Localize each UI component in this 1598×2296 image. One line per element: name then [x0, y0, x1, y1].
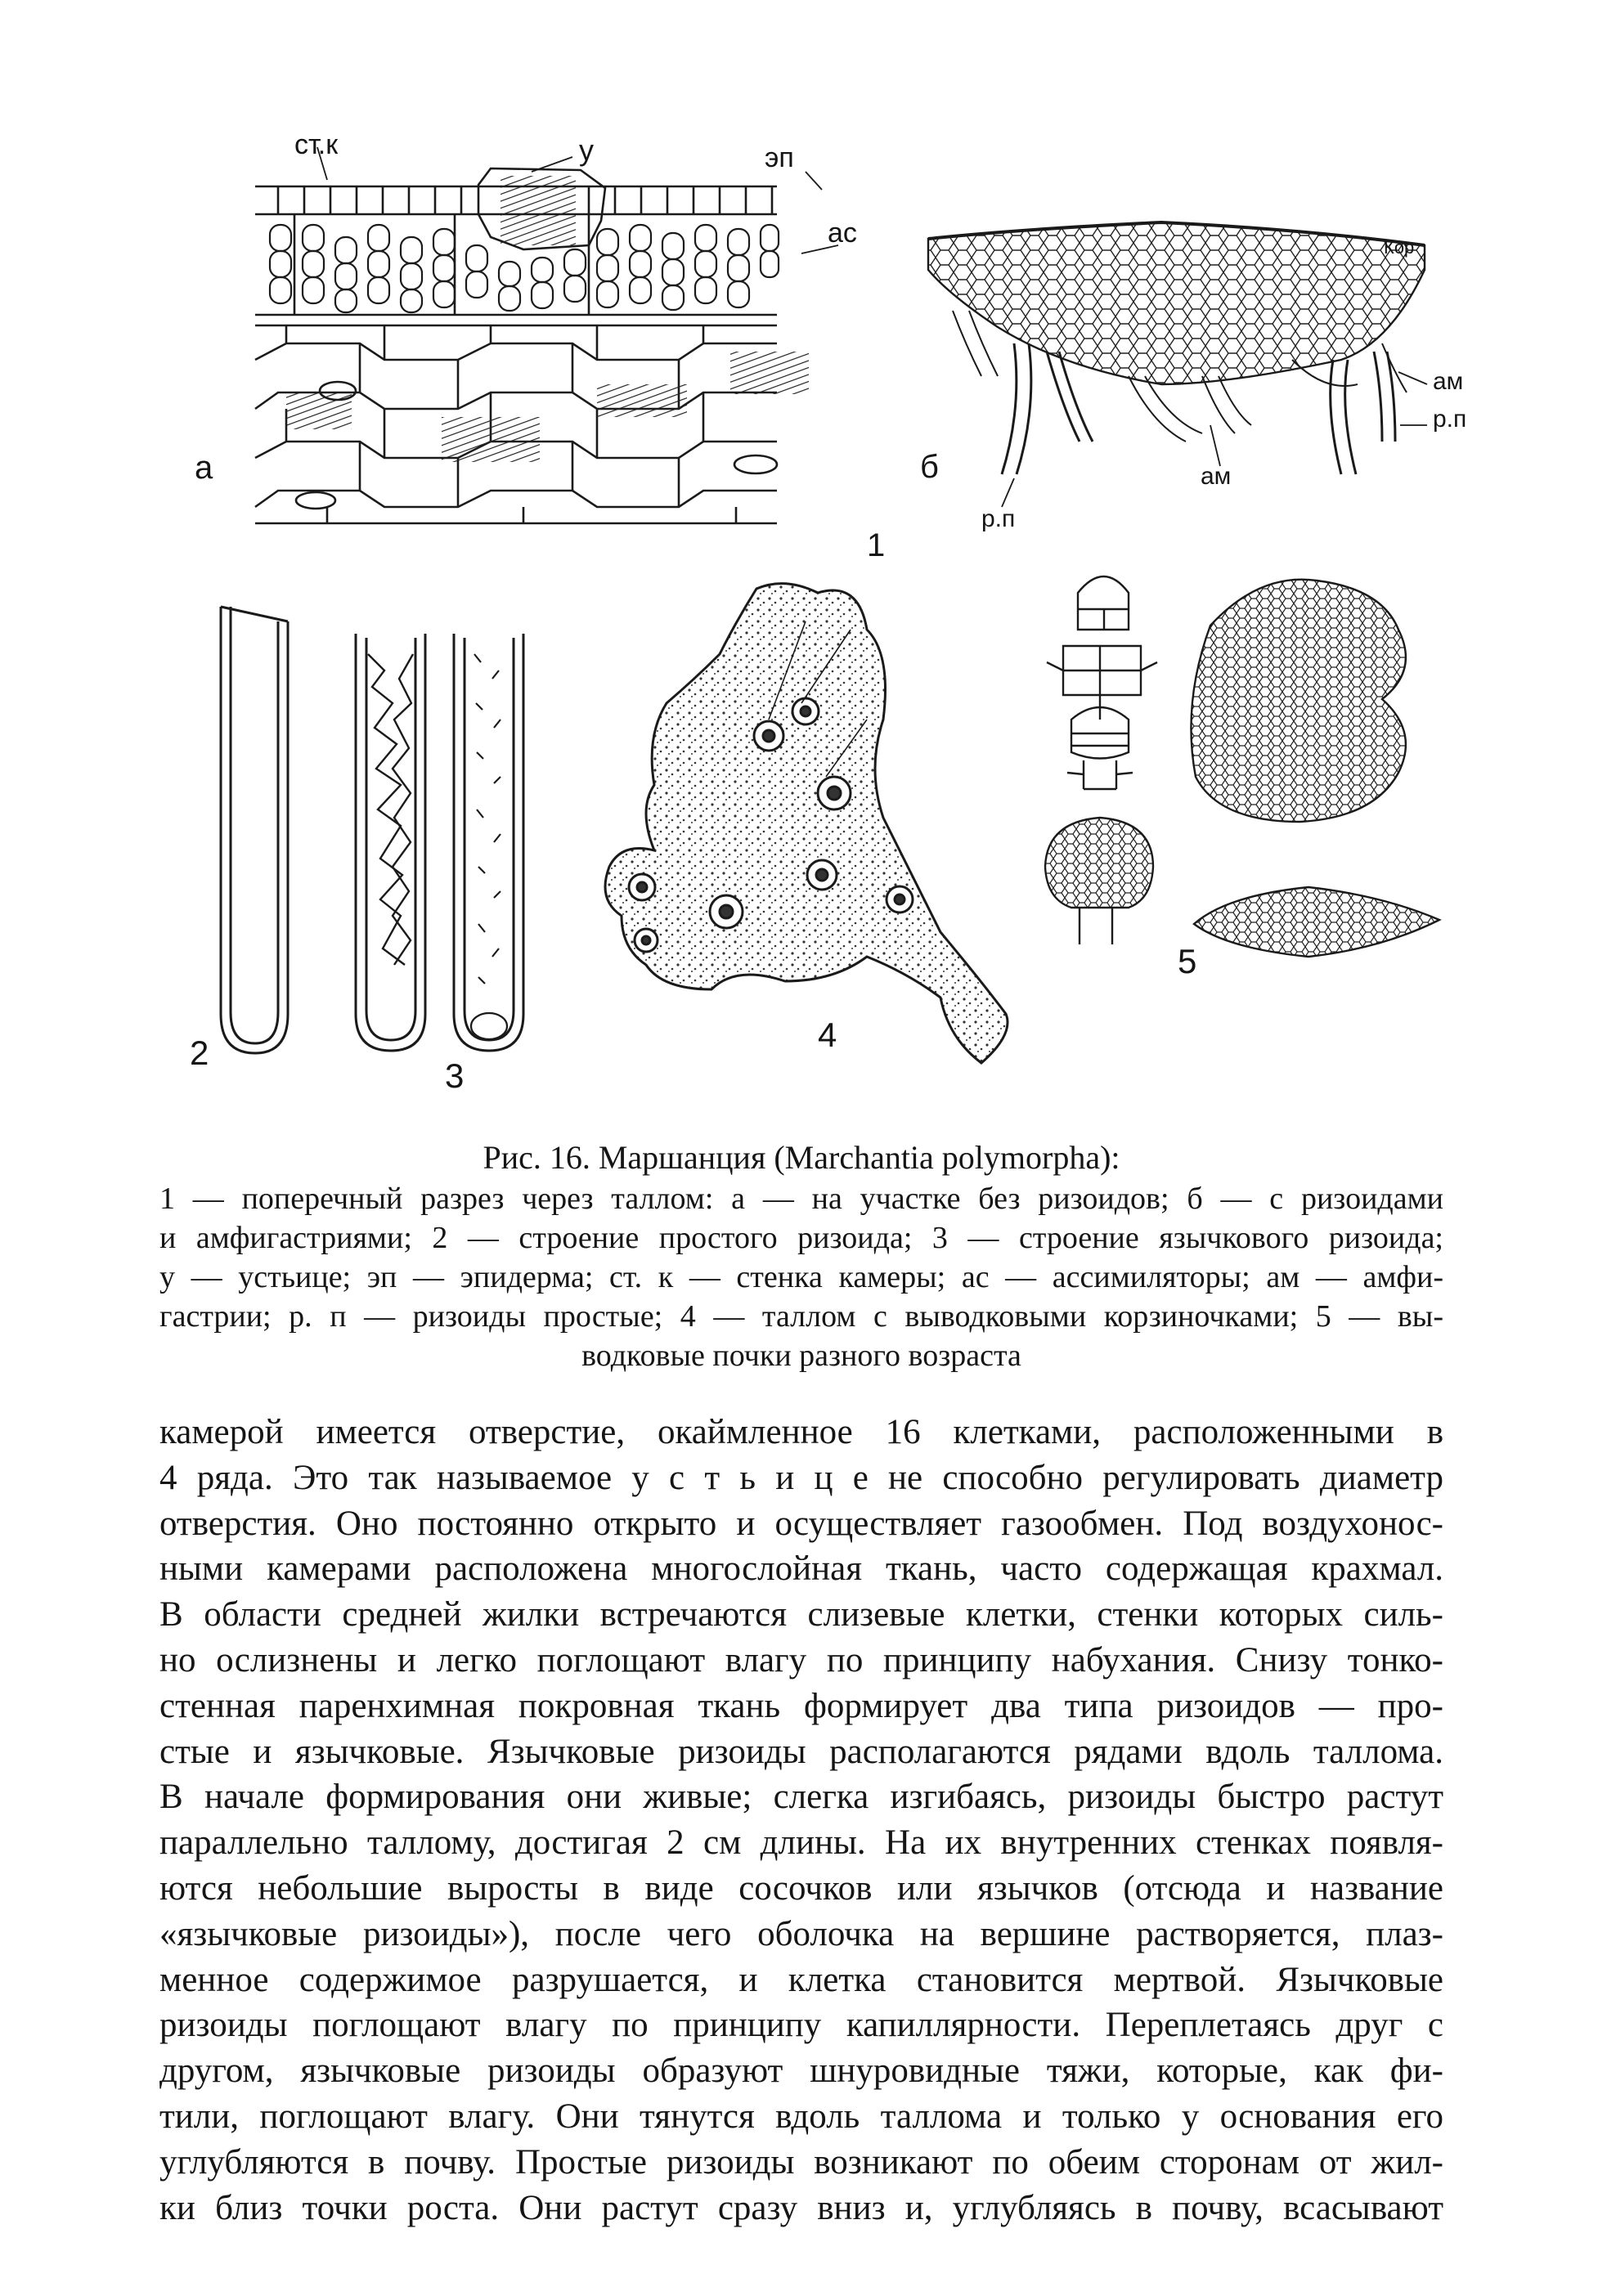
- body-line: параллельно таллому, достигая 2 см длины. На их внутренних стенках появля-: [159, 1823, 1443, 1863]
- stoma: [478, 168, 605, 249]
- label-b: б: [920, 449, 939, 485]
- body-line: тили, поглощают влагу. Они тянутся вдоль таллома и только у основания его: [159, 2096, 1443, 2136]
- caption-line: у — устьице; эп — эпидерма; ст. к — стенка камеры; ас — ассимиляторы; ам — амфи-: [159, 1260, 1443, 1294]
- body-line: углубляются в почву. Простые ризоиды возникают по обеим сторонам от жил-: [159, 2142, 1443, 2182]
- label-kor: Кор: [1384, 237, 1415, 258]
- figure-number-5: 5: [1178, 942, 1197, 980]
- label-a: а: [195, 450, 213, 486]
- label-ep: эп: [765, 142, 794, 173]
- label-am-bottom: ам: [1201, 463, 1232, 490]
- caption-line: водковые почки разного возраста: [581, 1339, 1021, 1373]
- caption-line: 1 — поперечный разрез через таллом: а — на участке без ризоидов; б — с ризоидами: [159, 1182, 1443, 1216]
- figure-number-1: 1: [867, 527, 886, 563]
- label-u: у: [579, 133, 594, 167]
- body-line: но ослизнены и легко поглощают влагу по принципу набухания. Снизу тонко-: [159, 1640, 1443, 1679]
- panel-3-ligulate-rhizoids: [356, 634, 523, 1051]
- body-line: В начале формирования они живые; слегка изгибаясь, ризоиды быстро растут: [159, 1778, 1443, 1817]
- figure-caption: [159, 1138, 1443, 1375]
- figure-number-3: 3: [445, 1056, 465, 1095]
- body-line: другом, язычковые ризоиды образуют шнуровидные тяжи, которые, как фи-: [159, 2052, 1443, 2091]
- gemma-mature: [1191, 580, 1405, 822]
- body-line: 4 ряда. Это так называемое у с т ь и ц е не способно регулировать диаметр: [159, 1458, 1443, 1497]
- panel-4-thallus: [605, 584, 1008, 1063]
- figure-marchantia: [0, 0, 1598, 1120]
- body-line: отверстия. Оно постоянно открыто и осуществляет газообмен. Под воздухонос-: [159, 1504, 1443, 1543]
- body-line: ными камерами расположена многослойная ткань, часто содержащая крахмал.: [159, 1549, 1443, 1589]
- label-as: ас: [828, 217, 857, 249]
- label-rp-left: р.п: [981, 505, 1016, 532]
- body-line: ются небольшие выросты в виде сосочков или язычков (отсюда и название: [159, 1868, 1443, 1908]
- label-am-right: ам: [1433, 368, 1464, 395]
- body-line: «язычковые ризоиды»), после чего оболочка на вершине растворяется, плаз-: [159, 1914, 1443, 1953]
- body-line: стые и язычковые. Язычковые ризоиды располагаются рядами вдоль таллома.: [159, 1732, 1443, 1771]
- body-line: ки близ точки роста. Они растут сразу вниз и, углубляясь в почву, всасывают: [159, 2188, 1443, 2227]
- panel-2-simple-rhizoid: [221, 607, 288, 1053]
- body-paragraph: [159, 1410, 1443, 2231]
- panel-1a-section: [255, 147, 838, 523]
- body-line: камерой имеется отверстие, окаймленное 16 клетками, расположенными в: [159, 1413, 1443, 1451]
- body-line: стенная паренхимная покровная ткань формирует два типа ризоидов — про-: [159, 1686, 1443, 1725]
- label-st-k: ст.к: [294, 129, 339, 160]
- body-line: В области средней жилки встречаются слизевые клетки, стенки которых силь-: [159, 1595, 1443, 1635]
- panel-1b-section: [928, 222, 1427, 507]
- panel-5-gemmae: [1045, 576, 1439, 957]
- gemma-stage-1: [1047, 576, 1157, 720]
- body-line: ризоиды поглощают влагу по принципу капиллярности. Переплетаясь друг с: [159, 2006, 1443, 2045]
- label-rp-right: р.п: [1433, 406, 1467, 433]
- gemma-stage-3: [1045, 818, 1153, 944]
- body-line: менное содержимое разрушается, и клетка становится мертвой. Язычковые: [159, 1960, 1443, 1999]
- caption-line: гастрии; р. п — ризоиды простые; 4 — таллом с выводковыми корзиночками; 5 — вы-: [159, 1299, 1443, 1334]
- caption-title: Рис. 16. Маршанция (Marchantia polymorpha):: [483, 1139, 1120, 1176]
- caption-line: и амфигастриями; 2 — строение простого ризоида; 3 — строение язычкового ризоида;: [159, 1221, 1443, 1255]
- figure-number-2: 2: [190, 1034, 209, 1072]
- figure-number-4: 4: [818, 1016, 837, 1054]
- gemma-side-view: [1194, 887, 1439, 957]
